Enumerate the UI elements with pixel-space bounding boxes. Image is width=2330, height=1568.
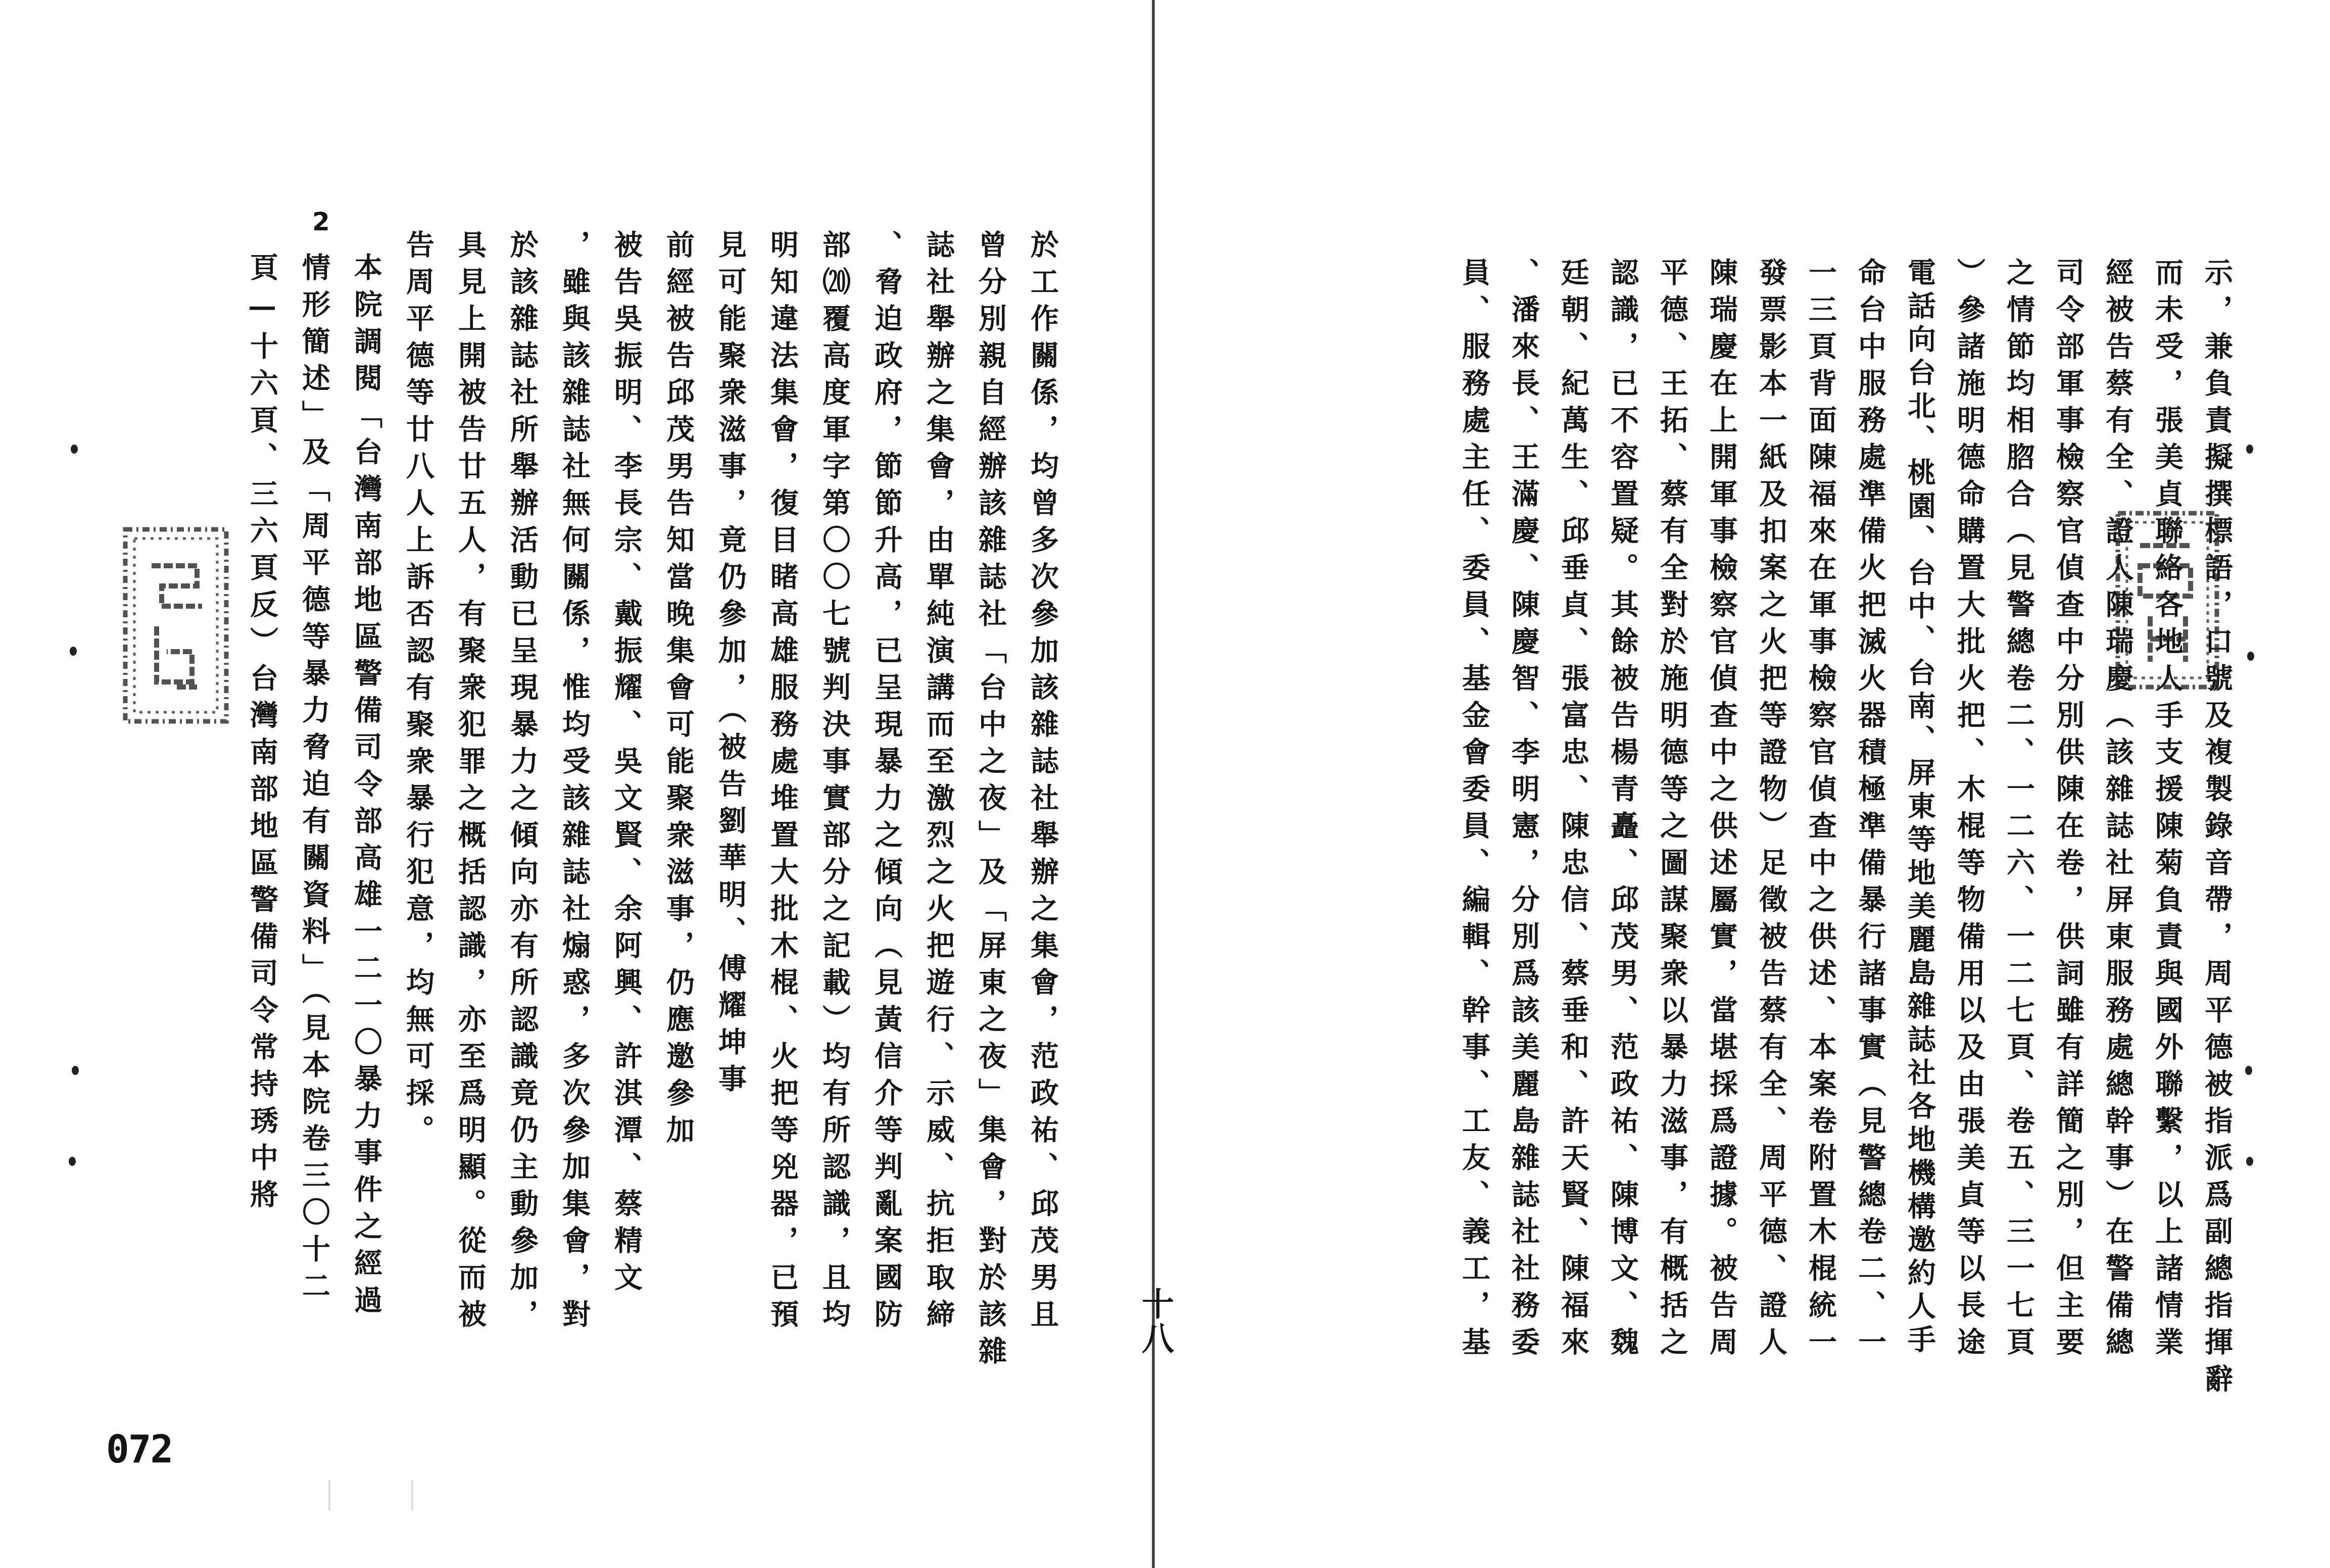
text-column: ，雖與該雜誌社無何關係，惟均受該雜誌社煽惑，多次參加集會，對: [558, 230, 591, 1336]
text-column: 頁—十六頁、三六頁反）台灣南部地區警備司令常持琇中將: [246, 253, 279, 1216]
scan-speck: [2246, 1157, 2253, 1166]
text-column: 陳瑞慶在上開軍事檢察官偵查中之供述屬實，當堪採爲證據。被告周: [1705, 258, 1738, 1364]
scan-speck: [2245, 1066, 2252, 1075]
text-column: 於工作關係，均曾多次參加該雜誌社舉辦之集會，范政祐、邱茂男且: [1026, 230, 1059, 1336]
text-column: 命台中服務處準備火把滅火器積極準備暴行諸事實（見警總卷二、一: [1854, 258, 1887, 1364]
text-column: 見可能聚衆滋事，竟仍參加，（被告劉華明、傅耀坤事: [714, 230, 747, 1101]
text-column: ）參諸施明德命購置大批火把、木棍等物備用以及由張美貞等以長途: [1953, 258, 1986, 1364]
text-column: 員、服務處主任、委員、基金會委員、編輯、幹事、工友、義工，基: [1458, 258, 1491, 1364]
left-page: [0, 0, 1152, 1568]
text-column: 而未受，張美貞聯絡各地人手支援陳菊負責與國外聯繫，以上諸情業: [2151, 258, 2184, 1364]
scan-speck: [71, 445, 78, 454]
page-marker: 2: [312, 207, 330, 236]
page-number: 072: [106, 1427, 173, 1472]
text-column: 、脅迫政府，節節升高，已呈現暴力之傾向（見黃信介等判亂案國防: [870, 230, 903, 1336]
seal-stamp: [2110, 505, 2226, 697]
text-column: 一三頁背面陳福來在軍事檢察官偵查中之供述、本案卷附置木棍統一: [1804, 258, 1837, 1364]
scan-speck: [69, 1157, 76, 1166]
text-column: 誌社舉辦之集會，由單純演講而至激烈之火把遊行、示威、抗拒取締: [922, 230, 955, 1336]
text-column: 被告吳振明、李長宗、戴振耀、吳文賢、余阿興、許淇潭、蔡精文: [610, 230, 643, 1299]
scan-speck: [72, 1066, 79, 1075]
text-column: 平德、王拓、蔡有全對於施明德等之圖謀聚衆以暴力滋事，有概括之: [1656, 258, 1689, 1364]
text-column: 電話向台北、桃園、台中、台南、屏東等地美麗島雜誌社各地機構邀約人手: [1903, 258, 1936, 1358]
right-page: [1160, 0, 2330, 1568]
text-column: 本院調閱「台灣南部地區警備司令部高雄一二一〇暴力事件之經過: [350, 253, 383, 1322]
text-column: 認識，已不容置疑。其餘被告楊青矗、邱茂男、范政祐、陳博文、魏: [1606, 258, 1639, 1364]
text-column: 廷朝、紀萬生、邱垂貞、張富忠、陳忠信、蔡垂和、許天賢、陳福來: [1557, 258, 1590, 1364]
seal-stamp: [116, 520, 237, 732]
text-column: 情形簡述」及「周平德等暴力脅迫有關資料」（見本院卷三〇十二: [298, 253, 331, 1308]
text-column: 、潘來長、王滿慶、陳慶智、李明憲，分別爲該美麗島雜誌社社務委: [1507, 258, 1540, 1364]
scan-speck: [2247, 652, 2254, 661]
text-column: 之情節均相脗合（見警總卷二、一二六、一二七頁、卷五、三一七頁: [2002, 258, 2035, 1364]
text-column: 部⒇覆高度軍字第〇〇七號判決事實部分之記載）均有所認識，且均: [818, 230, 851, 1336]
text-column: 告周平德等廿八人上訴否認有聚衆暴行犯意，均無可採。: [402, 230, 435, 1152]
text-column: 示，兼負責擬撰標語，口號及複製錄音帶，周平德被指派爲副總指揮辭: [2200, 258, 2234, 1401]
scan-speck: [70, 647, 77, 656]
scan-speck: [2246, 445, 2253, 454]
text-column: 司令部軍事檢察官偵查中分別供陳在卷，供詞雖有詳簡之別，但主要: [2052, 258, 2085, 1364]
text-column: 具見上開被告廿五人，有聚衆犯罪之概括認識，亦至爲明顯。從而被: [454, 230, 487, 1336]
text-column: 明知違法集會，復目睹高雄服務處堆置大批木棍、火把等兇器，已預: [766, 230, 799, 1336]
scan-artifact: [328, 1480, 413, 1510]
text-column: 曾分別親自經辦該雜誌社「台中之夜」及「屏東之夜」集會，對於該雜: [974, 230, 1007, 1373]
text-column: 發票影本一紙及扣案之火把等證物）足徵被告蔡有全、周平德、證人: [1755, 258, 1788, 1364]
folio-number: 十八: [1136, 1287, 1174, 1356]
text-column: 經被告蔡有全、證人陳瑞慶（該雜誌社屏東服務處總幹事）在警備總: [2101, 258, 2134, 1364]
text-column: 前經被告邱茂男告知當晚集會可能聚衆滋事，仍應邀參加: [662, 230, 695, 1152]
text-column: 於該雜誌社所舉辦活動已呈現暴力之傾向亦有所認識竟仍主動參加，: [506, 230, 539, 1336]
